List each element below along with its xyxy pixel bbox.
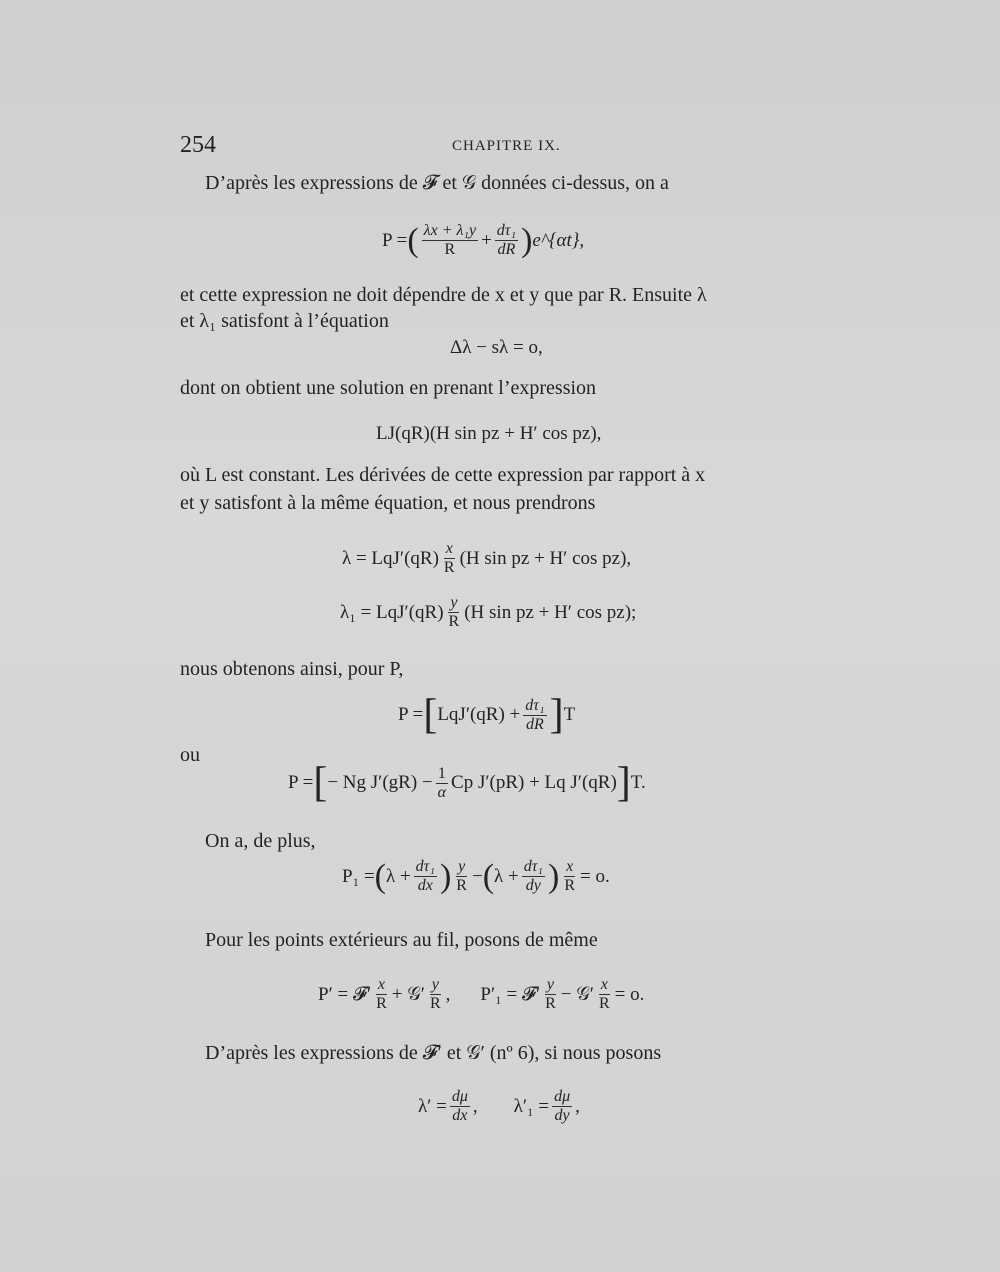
eq5-num: y — [450, 594, 458, 611]
eq9-fraction-4 — [597, 976, 612, 1013]
eq8-b: λ + — [494, 865, 519, 887]
paragraph-6: ou — [180, 744, 200, 766]
eq9-tail: = o. — [614, 983, 645, 1005]
eq10-den2: dy — [554, 1107, 570, 1124]
equation-7 — [288, 762, 646, 804]
paragraph-8: Pour les points extérieurs au fil, posons de même — [205, 929, 598, 951]
eq8-num2: y — [458, 858, 466, 875]
eq8-num4: x — [566, 858, 574, 875]
eq8-den4: R — [564, 877, 575, 894]
eq8-minus: − — [471, 865, 483, 887]
eq9-den1: R — [376, 995, 387, 1012]
eq9-num1: x — [377, 976, 386, 993]
equation-4 — [342, 540, 631, 577]
eq7-den: α — [437, 783, 447, 801]
eq10-fraction-2 — [552, 1088, 572, 1125]
eq9-num3: y — [546, 976, 555, 993]
eq7-lhs: P = — [288, 772, 314, 793]
eq5-fraction — [447, 594, 462, 631]
eq7-num: 1 — [437, 764, 446, 782]
eq8-den2: R — [456, 877, 467, 894]
equation-5 — [340, 594, 636, 631]
eq6-den: dR — [526, 715, 544, 733]
eq7-part2: Cp J′(pR) + Lq J′(qR) — [451, 772, 617, 793]
eq10-tail: , — [575, 1095, 580, 1117]
eq4-num: x — [445, 540, 453, 557]
equation-3: LJ(qR)(H sin pz + H′ cos pz), — [376, 423, 602, 444]
eq8-paren-open-1: ( — [374, 857, 386, 895]
eq1-num2: dτ₁ — [496, 222, 517, 239]
eq6-num: dτ₁ — [525, 696, 545, 714]
eq1-paren-close: ) — [521, 221, 533, 259]
eq8-paren-open-2: ( — [482, 857, 495, 895]
eq8-fraction-4 — [562, 858, 577, 895]
eq10-den1: dx — [452, 1107, 468, 1124]
equation-1 — [382, 222, 584, 259]
eq4-rhs: (H sin pz + H′ cos pz), — [459, 547, 632, 569]
eq1-fraction-1 — [422, 222, 478, 259]
eq9-den3: R — [545, 995, 556, 1012]
eq9-lhs2: P′₁ = 𝓕′ — [480, 983, 541, 1005]
eq5-rhs: (H sin pz + H′ cos pz); — [464, 601, 637, 623]
eq7-bracket-open: [ — [313, 760, 328, 806]
paragraph-2b: et λ₁ satisfont à l’équation — [180, 310, 389, 332]
eq10-lhs2: λ′₁ = — [513, 1095, 550, 1117]
eq6-inner: LqJ′(qR) + — [437, 704, 521, 725]
eq1-lhs: P = — [382, 229, 408, 251]
paragraph-5: nous obtenons ainsi, pour P, — [180, 658, 404, 680]
eq8-paren-close-2: ) — [548, 857, 560, 895]
eq4-lhs: λ = LqJ′(qR) — [342, 547, 439, 569]
eq7-bracket-close: ] — [616, 760, 631, 806]
eq8-tail: = o. — [580, 865, 610, 887]
eq1-fraction-2 — [495, 222, 518, 259]
eq9-lhs: P′ = 𝓕′ — [318, 983, 372, 1005]
eq5-den: R — [448, 613, 460, 630]
eq7-tail: T. — [630, 772, 646, 793]
eq4-den: R — [443, 559, 455, 576]
equation-2: Δλ − sλ = o, — [450, 337, 543, 358]
eq9-fraction-3 — [543, 976, 558, 1013]
eq10-num1: dμ — [451, 1088, 468, 1105]
eq8-lhs: P₁ = — [342, 865, 375, 887]
eq9-sep: , — [445, 983, 451, 1005]
paragraph-2a: et cette expression ne doit dépendre de x et y que par R. Ensuite λ — [180, 284, 707, 306]
eq6-tail: T — [563, 704, 576, 725]
eq8-den1: dx — [417, 877, 433, 894]
chapter-title: CHAPITRE IX. — [452, 138, 561, 154]
eq10-fraction-1 — [450, 1088, 470, 1125]
eq10-sep: , — [472, 1095, 478, 1117]
equation-6 — [398, 694, 575, 736]
eq7-fraction — [436, 765, 448, 802]
eq8-den3: dy — [525, 877, 541, 894]
eq1-paren-open: ( — [407, 221, 419, 259]
eq5-lhs: λ₁ = LqJ′(qR) — [340, 601, 444, 623]
equation-9 — [318, 976, 644, 1013]
eq9-num2: y — [431, 976, 439, 993]
eq9-mid2: − 𝒢′ — [560, 983, 594, 1005]
eq8-num1: dτ₁ — [415, 858, 435, 875]
equation-8 — [342, 858, 610, 895]
eq8-fraction-3 — [522, 858, 545, 895]
eq1-tail: e^{αt}, — [532, 229, 585, 251]
eq10-num2: dμ — [554, 1088, 571, 1105]
paragraph-7: On a, de plus, — [205, 830, 316, 852]
eq1-den1: R — [444, 241, 456, 258]
eq6-bracket-close: ] — [549, 692, 564, 738]
paragraph-3: dont on obtient une solution en prenant l’expression — [180, 377, 597, 399]
eq9-fraction-1 — [374, 976, 389, 1013]
paragraph-4a: où L est constant. Les dérivées de cette expression par rapport à x — [180, 464, 706, 486]
eq9-num4: x — [600, 976, 608, 993]
eq8-paren-close-1: ) — [439, 857, 452, 895]
eq8-fraction-2 — [454, 858, 469, 895]
eq1-den2: dR — [497, 241, 516, 258]
eq7-part1: − Ng J′(gR) − — [327, 772, 433, 793]
eq9-den4: R — [598, 995, 610, 1012]
equation-10 — [418, 1088, 580, 1125]
eq9-mid: + 𝒢′ — [391, 983, 425, 1005]
eq6-fraction — [523, 697, 546, 734]
eq4-fraction — [442, 540, 457, 577]
paragraph-4b: et y satisfont à la même équation, et nous prendrons — [180, 492, 596, 514]
eq8-a: λ + — [385, 865, 411, 887]
paragraph-1: D’après les expressions de 𝓕 et 𝒢 données ci-dessus, on a — [205, 172, 669, 194]
eq9-fraction-2 — [428, 976, 443, 1013]
eq9-den2: R — [429, 995, 441, 1012]
eq6-lhs: P = — [398, 704, 424, 725]
paragraph-9: D’après les expressions de 𝓕′ et 𝒢′ (nº 6), si nous posons — [205, 1042, 662, 1064]
eq1-num1: λx + λ₁y — [423, 222, 477, 239]
eq6-bracket-open: [ — [423, 692, 438, 738]
page-number: 254 — [180, 132, 216, 158]
eq8-fraction-1 — [414, 858, 437, 895]
eq10-lhs: λ′ = — [418, 1095, 447, 1117]
eq1-plus: + — [481, 229, 492, 251]
eq8-num3: dτ₁ — [523, 858, 543, 875]
